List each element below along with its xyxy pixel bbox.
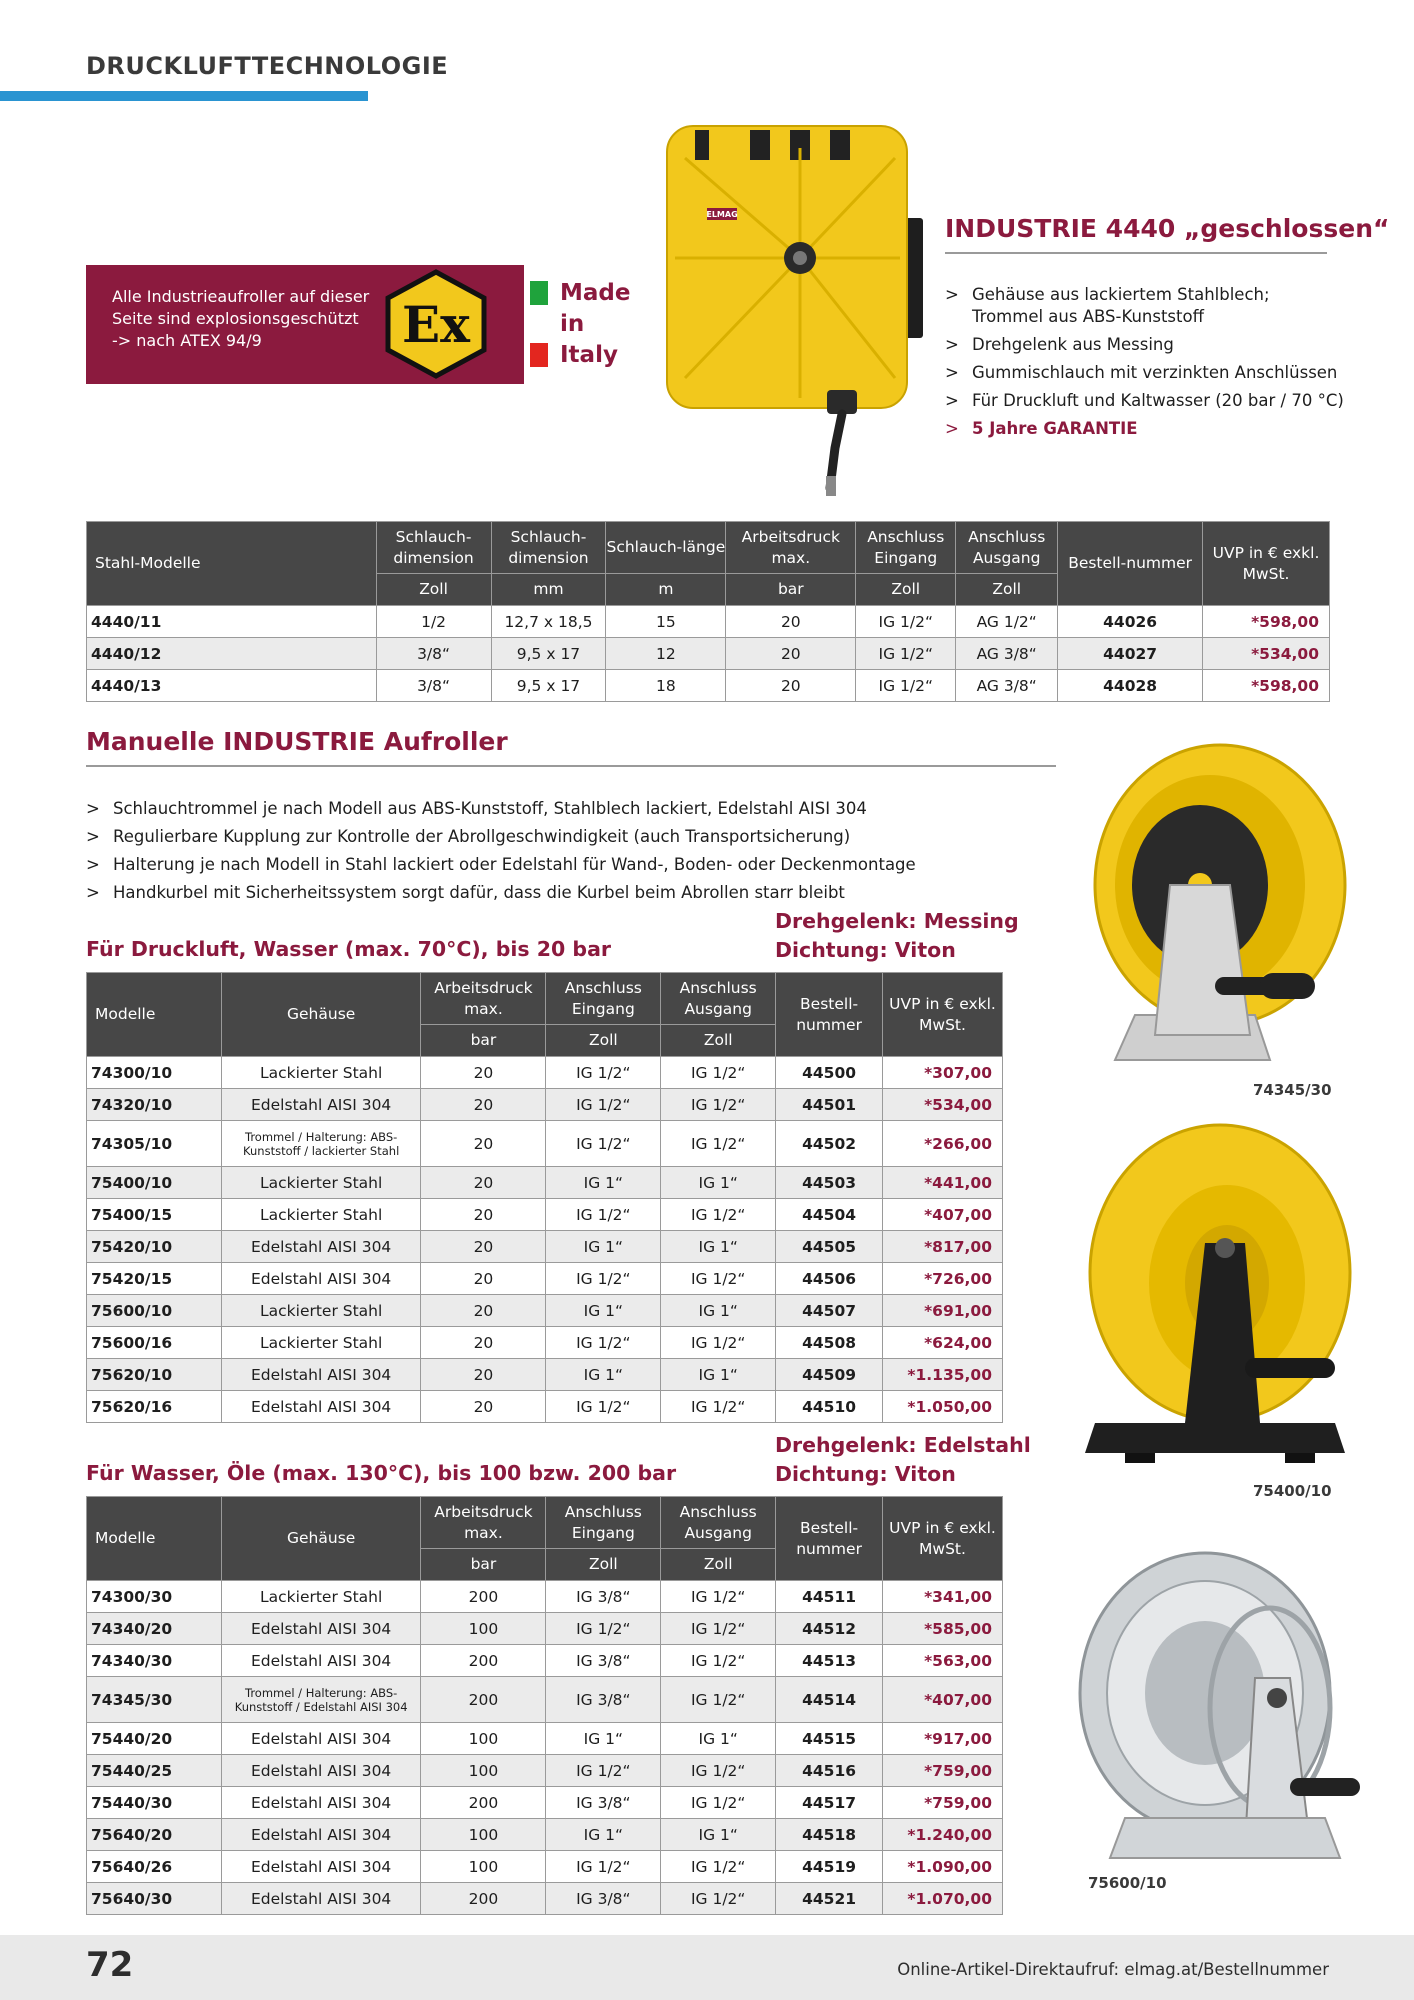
column-header: Modelle xyxy=(87,1497,222,1581)
water-oil-reels-table xyxy=(86,1496,1003,1915)
unit-header: bar xyxy=(726,574,856,606)
column-header: Anschluss Eingang xyxy=(546,1497,661,1549)
list-item: > Schlauchtrommel je nach Modell aus ABS-Kunststoff, Stahlblech lackiert, Edelstahl AISI 304 xyxy=(86,795,1046,823)
table-row: 75420/15 Edelstahl AISI 304 20 IG 1/2“ IG 1/2“ 44506 *726,00 xyxy=(87,1263,1003,1295)
column-header: UVP in € exkl. MwSt. xyxy=(883,1497,1003,1581)
closed-hose-reel-image xyxy=(655,118,925,498)
column-header: Gehäuse xyxy=(221,1497,421,1581)
column-header: Arbeitsdruck max. xyxy=(726,522,856,574)
table-row: 75440/30 Edelstahl AISI 304 200 IG 3/8“ IG 1/2“ 44517 *759,00 xyxy=(87,1787,1003,1819)
column-header: UVP in € exkl. MwSt. xyxy=(883,973,1003,1057)
svg-text:Ex: Ex xyxy=(402,295,470,354)
column-header: Bestell-nummer xyxy=(776,973,883,1057)
column-header: Bestell-nummer xyxy=(1058,522,1203,606)
column-header: Arbeitsdruck max. xyxy=(421,973,546,1025)
product-feature-list xyxy=(945,284,1345,446)
atex-text: Alle Industrieaufroller auf dieser Seite sind explosionsgeschützt -> nach ATEX 94/9 xyxy=(112,287,370,350)
table-b-specs: Drehgelenk: Edelstahl Dichtung: Viton xyxy=(775,1433,1031,1486)
svg-text:ELMAG: ELMAG xyxy=(706,210,738,219)
table-row: 74305/10 Trommel / Halterung: ABS-Kunststoff / lackierter Stahl 20 IG 1/2“ IG 1/2“ 44502 *266,00 xyxy=(87,1121,1003,1167)
unit-header: Zoll xyxy=(661,1549,776,1581)
image-caption: 75600/10 xyxy=(1088,1874,1167,1892)
column-header: Anschluss Eingang xyxy=(856,522,956,574)
column-header: Stahl-Modelle xyxy=(87,522,377,606)
unit-header: m xyxy=(606,574,726,606)
column-header: Anschluss Ausgang xyxy=(956,522,1058,574)
list-item: > Halterung je nach Modell in Stahl lackiert oder Edelstahl für Wand-, Boden- oder Deckenmontage xyxy=(86,851,1046,879)
table-row: 75440/25 Edelstahl AISI 304 100 IG 1/2“ IG 1/2“ 44516 *759,00 xyxy=(87,1755,1003,1787)
heading-divider xyxy=(86,765,1056,767)
list-item: > Drehgelenk aus Messing xyxy=(945,334,1345,356)
unit-header: Zoll xyxy=(376,574,491,606)
made-in-italy-label: Made in Italy xyxy=(530,277,630,370)
compressed-air-reels-table xyxy=(86,972,1003,1423)
list-item: > Regulierbare Kupplung zur Kontrolle der Abrollgeschwindigkeit (auch Transportsicherung) xyxy=(86,823,1046,851)
list-item: > Handkurbel mit Sicherheitssystem sorgt dafür, dass die Kurbel beim Abrollen starr bleibt xyxy=(86,879,1046,907)
table-row: 4440/11 1/2 12,7 x 18,5 15 20 IG 1/2“ AG 1/2“ 44026 *598,00 xyxy=(87,606,1330,638)
column-header: Gehäuse xyxy=(221,973,421,1057)
column-header: Modelle xyxy=(87,973,222,1057)
table-row: 75400/15 Lackierter Stahl 20 IG 1/2“ IG 1/2“ 44504 *407,00 xyxy=(87,1199,1003,1231)
column-header: Schlauch-dimension xyxy=(491,522,606,574)
list-item: > Für Druckluft und Kaltwasser (20 bar / 70 °C) xyxy=(945,390,1345,412)
table-row: 75640/30 Edelstahl AISI 304 200 IG 3/8“ IG 1/2“ 44521 *1.070,00 xyxy=(87,1883,1003,1915)
reel-75400-10-image xyxy=(1055,1123,1365,1478)
unit-header: mm xyxy=(491,574,606,606)
table-row: 75600/16 Lackierter Stahl 20 IG 1/2“ IG 1/2“ 44508 *624,00 xyxy=(87,1327,1003,1359)
guarantee-item: > 5 Jahre GARANTIE xyxy=(945,418,1345,440)
table-a-specs: Drehgelenk: Messing Dichtung: Viton xyxy=(775,909,1019,962)
column-header: Arbeitsdruck max. xyxy=(421,1497,546,1549)
table-row: 4440/12 3/8“ 9,5 x 17 12 20 IG 1/2“ AG 3/8“ 44027 *534,00 xyxy=(87,638,1330,670)
table-row: 74340/20 Edelstahl AISI 304 100 IG 1/2“ IG 1/2“ 44512 *585,00 xyxy=(87,1613,1003,1645)
unit-header: Zoll xyxy=(661,1025,776,1057)
column-header: Schlauch-länge xyxy=(606,522,726,574)
list-item: > Gehäuse aus lackiertem Stahlblech; Trommel aus ABS-Kunststoff xyxy=(945,284,1345,328)
image-caption: 75400/10 xyxy=(1253,1482,1332,1500)
table-a-title: Für Druckluft, Wasser (max. 70°C), bis 20 bar xyxy=(86,937,612,961)
product-heading: INDUSTRIE 4440 „geschlossen“ xyxy=(945,214,1390,243)
table-row: 74345/30 Trommel / Halterung: ABS-Kunststoff / Edelstahl AISI 304 200 IG 3/8“ IG 1/2“ 44514 *407,00 xyxy=(87,1677,1003,1723)
table-row: 75640/26 Edelstahl AISI 304 100 IG 1/2“ IG 1/2“ 44519 *1.090,00 xyxy=(87,1851,1003,1883)
column-header: Anschluss Ausgang xyxy=(661,1497,776,1549)
image-caption: 74345/30 xyxy=(1253,1081,1332,1099)
unit-header: Zoll xyxy=(856,574,956,606)
footer-text: Online-Artikel-Direktaufruf: elmag.at/Bestellnummer xyxy=(897,1960,1329,1979)
table-row: 74300/10 Lackierter Stahl 20 IG 1/2“ IG 1/2“ 44500 *307,00 xyxy=(87,1057,1003,1089)
unit-header: Zoll xyxy=(546,1025,661,1057)
page-number: 72 xyxy=(86,1945,134,1985)
flag-red-icon xyxy=(530,343,548,367)
manual-section-heading: Manuelle INDUSTRIE Aufroller xyxy=(86,727,508,756)
column-header: UVP in € exkl. MwSt. xyxy=(1203,522,1330,606)
table-row: 4440/13 3/8“ 9,5 x 17 18 20 IG 1/2“ AG 3/8“ 44028 *598,00 xyxy=(87,670,1330,702)
table-row: 74340/30 Edelstahl AISI 304 200 IG 3/8“ IG 1/2“ 44513 *563,00 xyxy=(87,1645,1003,1677)
reel-75600-10-image xyxy=(1055,1548,1365,1878)
unit-header: bar xyxy=(421,1025,546,1057)
column-header: Schlauch-dimension xyxy=(376,522,491,574)
column-header: Bestell-nummer xyxy=(776,1497,883,1581)
table-row: 75440/20 Edelstahl AISI 304 100 IG 1“ IG 1“ 44515 *917,00 xyxy=(87,1723,1003,1755)
unit-header: bar xyxy=(421,1549,546,1581)
flag-green-icon xyxy=(530,281,548,305)
steel-models-table xyxy=(86,521,1330,702)
list-item: > Gummischlauch mit verzinkten Anschlüssen xyxy=(945,362,1345,384)
heading-divider xyxy=(945,252,1327,254)
unit-header: Zoll xyxy=(546,1549,661,1581)
table-b-title: Für Wasser, Öle (max. 130°C), bis 100 bzw. 200 bar xyxy=(86,1461,677,1485)
table-row: 75600/10 Lackierter Stahl 20 IG 1“ IG 1“ 44507 *691,00 xyxy=(87,1295,1003,1327)
unit-header: Zoll xyxy=(956,574,1058,606)
title-underline-bar xyxy=(0,91,368,101)
table-row: 74320/10 Edelstahl AISI 304 20 IG 1/2“ IG 1/2“ 44501 *534,00 xyxy=(87,1089,1003,1121)
reel-74345-30-image xyxy=(1060,735,1360,1080)
ex-hazard-icon xyxy=(380,268,492,380)
table-row: 75400/10 Lackierter Stahl 20 IG 1“ IG 1“ 44503 *441,00 xyxy=(87,1167,1003,1199)
column-header: Anschluss Eingang xyxy=(546,973,661,1025)
table-row: 74300/30 Lackierter Stahl 200 IG 3/8“ IG 1/2“ 44511 *341,00 xyxy=(87,1581,1003,1613)
table-row: 75620/16 Edelstahl AISI 304 20 IG 1/2“ IG 1/2“ 44510 *1.050,00 xyxy=(87,1391,1003,1423)
table-row: 75420/10 Edelstahl AISI 304 20 IG 1“ IG 1“ 44505 *817,00 xyxy=(87,1231,1003,1263)
manual-feature-list xyxy=(86,795,1046,907)
column-header: Anschluss Ausgang xyxy=(661,973,776,1025)
table-row: 75620/10 Edelstahl AISI 304 20 IG 1“ IG 1“ 44509 *1.135,00 xyxy=(87,1359,1003,1391)
section-title: DRUCKLUFTTECHNOLOGIE xyxy=(86,52,449,80)
table-row: 75640/20 Edelstahl AISI 304 100 IG 1“ IG 1“ 44518 *1.240,00 xyxy=(87,1819,1003,1851)
